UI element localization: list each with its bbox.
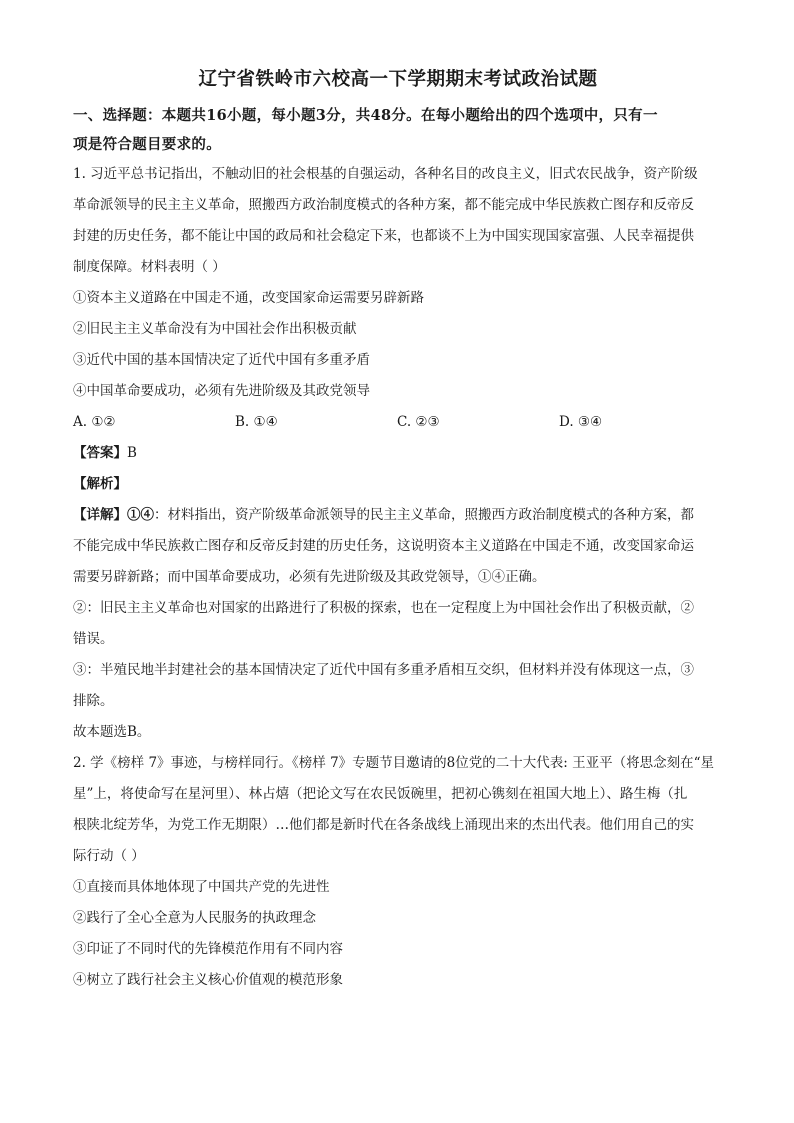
- q1-detail-line: [73, 500, 723, 531]
- question-2: [73, 748, 723, 996]
- q1-statement: ①资本主义道路在中国走不通，改变国家命运需要另辟新路: [73, 290, 424, 306]
- q1-detail-line: ③：半殖民地半封建社会的基本国情决定了近代中国有多重矛盾相互交织，但材料并没有体现这一点，③: [73, 662, 694, 678]
- q1-option-c: C. ②③: [397, 414, 440, 430]
- q1-stem-line: 革命派领导的民主主义革命，照搬西方政治制度模式的各种方案，都不能完成中华民族救亡图存和反帝反: [73, 197, 694, 213]
- answer-value: B: [127, 445, 137, 461]
- q2-statement: ②践行了全心全意为人民服务的执政理念: [73, 910, 316, 926]
- q1-analysis: [73, 469, 723, 500]
- detail-lead: ①④: [127, 507, 154, 523]
- q1-detail-line: 错误。: [73, 631, 114, 647]
- q2-stem-line: 际行动（ ）: [73, 848, 145, 864]
- detail-tag: 【详解】: [73, 507, 127, 523]
- q2-stem-line: 2. 学《榜样 7》事迹，与榜样同行。《榜样 7》专题节目邀请的8位党的二十大代表: 王亚平（将思念刻在“星: [73, 755, 715, 771]
- section-heading-line-2: 项是符合题目要求的。: [73, 135, 221, 153]
- q2-statement: ③印证了不同时代的先锋模范作用有不同内容: [73, 941, 343, 957]
- q1-detail-line: ②：旧民主主义革命也对国家的出路进行了积极的探索，也在一定程度上为中国社会作出了积极贡献，②: [73, 600, 694, 616]
- q1-conclusion: 故本题选B。: [73, 724, 151, 740]
- page-content: [73, 66, 723, 996]
- q1-statement: ②旧民主主义革命没有为中国社会作出积极贡献: [73, 321, 357, 337]
- q1-options: [73, 407, 723, 438]
- analysis-tag: 【解析】: [73, 476, 127, 492]
- detail-text: ：材料指出，资产阶级革命派领导的民主主义革命，照搬西方政治制度模式的各种方案，都: [154, 507, 694, 523]
- q2-statement: ①直接而具体地体现了中国共产党的先进性: [73, 879, 330, 895]
- q2-stem-line: 根陕北绽芳华，为党工作无期限）…他们都是新时代在各条战线上涌现出来的杰出代表。他们用自己的实: [73, 817, 694, 833]
- q1-detail-line: 不能完成中华民族救亡图存和反帝反封建的历史任务，这说明资本主义道路在中国走不通，改变国家命运: [73, 538, 694, 554]
- q1-stem-line: 1. 习近平总书记指出，不触动旧的社会根基的自强运动，各种名目的改良主义，旧式农民战争，资产阶级: [73, 166, 698, 182]
- q1-option-a: A. ①②: [73, 414, 116, 430]
- q1-stem-line: 制度保障。材料表明（ ）: [73, 259, 226, 275]
- q1-option-d: D. ③④: [559, 414, 603, 430]
- q1-statement: ③近代中国的基本国情决定了近代中国有多重矛盾: [73, 352, 370, 368]
- q1-stem-line: 封建的历史任务，都不能让中国的政局和社会稳定下来，也都谈不上为中国实现国家富强、人民幸福提供: [73, 228, 694, 244]
- q1-statement: ④中国革命要成功，必须有先进阶级及其政党领导: [73, 383, 370, 399]
- page-title: 辽宁省铁岭市六校高一下学期期末考试政治试题: [198, 69, 598, 90]
- answer-tag: 【答案】: [73, 445, 127, 461]
- q2-statement: ④树立了践行社会主义核心价值观的模范形象: [73, 972, 343, 988]
- q1-answer: [73, 438, 723, 469]
- q1-detail-line: 排除。: [73, 693, 114, 709]
- question-1: [73, 159, 723, 748]
- q2-stem-line: 星”上，将使命写在星河里）、林占熺（把论文写在农民饭碗里，把初心镌刻在祖国大地上）、路生梅（扎: [73, 786, 688, 802]
- q1-detail-line: 需要另辟新路；而中国革命要成功，必须有先进阶级及其政党领导，①④正确。: [73, 569, 546, 585]
- q1-option-b: B. ①④: [235, 414, 278, 430]
- section-heading-line-1: 一、选择题：本题共16小题，每小题3分，共48分。在每小题给出的四个选项中，只有一: [73, 107, 658, 124]
